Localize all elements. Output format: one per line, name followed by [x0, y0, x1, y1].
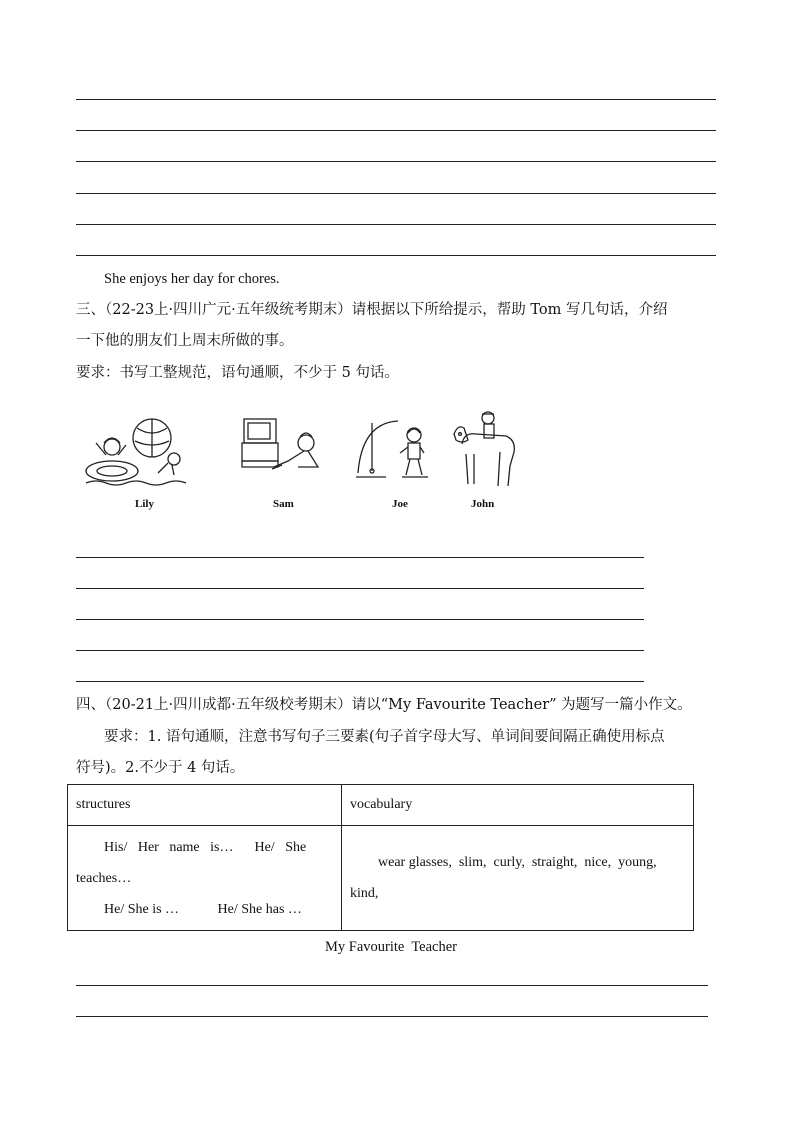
picture-caption-joe: Joe	[392, 498, 408, 510]
john-horse-picture	[448, 408, 516, 488]
lily-swimming-picture	[82, 413, 190, 493]
section4-requirement-line2: 符号)。2.不少于 4 句话。	[76, 760, 245, 776]
vocabulary-line: wear glasses, slim, curly, straight, nice, young,	[378, 855, 657, 870]
header-structures	[68, 785, 342, 826]
answer-line[interactable]	[76, 161, 716, 162]
joe-fishing-picture	[352, 413, 428, 485]
answer-line[interactable]	[76, 193, 716, 194]
answer-line[interactable]	[76, 650, 644, 651]
answer-line[interactable]	[76, 1016, 708, 1017]
section4-title: 四、（20-21上·四川成都·五年级校考期末）请以“My Favourite Teacher” 为题写一篇小作文。	[76, 697, 692, 713]
header-vocabulary	[342, 785, 694, 826]
structures-line: He/ She is … He/ She has …	[104, 902, 302, 917]
structures-line: His/ Her name is… He/ She	[104, 840, 307, 855]
section3-title-line1: 三、（22-23上·四川广元·五年级统考期末）请根据以下所给提示，帮助 Tom 写几句话，介绍	[76, 302, 668, 318]
header-vocabulary-label: vocabulary	[350, 797, 413, 812]
picture-caption-lily: Lily	[135, 498, 154, 510]
structures-cell	[68, 826, 342, 931]
vocabulary-cell	[342, 826, 694, 931]
picture-caption-sam: Sam	[273, 498, 294, 510]
answer-line[interactable]	[76, 985, 708, 986]
answer-line[interactable]	[76, 681, 644, 682]
hint-table	[67, 784, 694, 931]
answer-line[interactable]	[76, 588, 644, 589]
picture-caption-john: John	[471, 498, 495, 510]
section3-requirement: 要求：书写工整规范，语句通顺，不少于 5 句话。	[76, 365, 399, 381]
sam-tv-picture	[238, 413, 328, 485]
answer-line[interactable]	[76, 255, 716, 256]
vocabulary-line: kind,	[350, 886, 379, 901]
answer-line[interactable]	[76, 619, 644, 620]
answer-line[interactable]	[76, 557, 644, 558]
section4-requirement-line1: 要求：1. 语句通顺，注意书写句子三要素(句子首字母大写、单词间要间隔正确使用标点	[104, 729, 665, 745]
answer-line[interactable]	[76, 224, 716, 225]
answer-line[interactable]	[76, 130, 716, 131]
header-structures-label: structures	[76, 797, 131, 812]
essay-title: My Favourite Teacher	[325, 939, 457, 955]
example-sentence: She enjoys her day for chores.	[104, 271, 280, 287]
section3-title-line2: 一下他的朋友们上周末所做的事。	[76, 333, 294, 349]
structures-line: teaches…	[76, 871, 132, 886]
answer-line[interactable]	[76, 99, 716, 100]
